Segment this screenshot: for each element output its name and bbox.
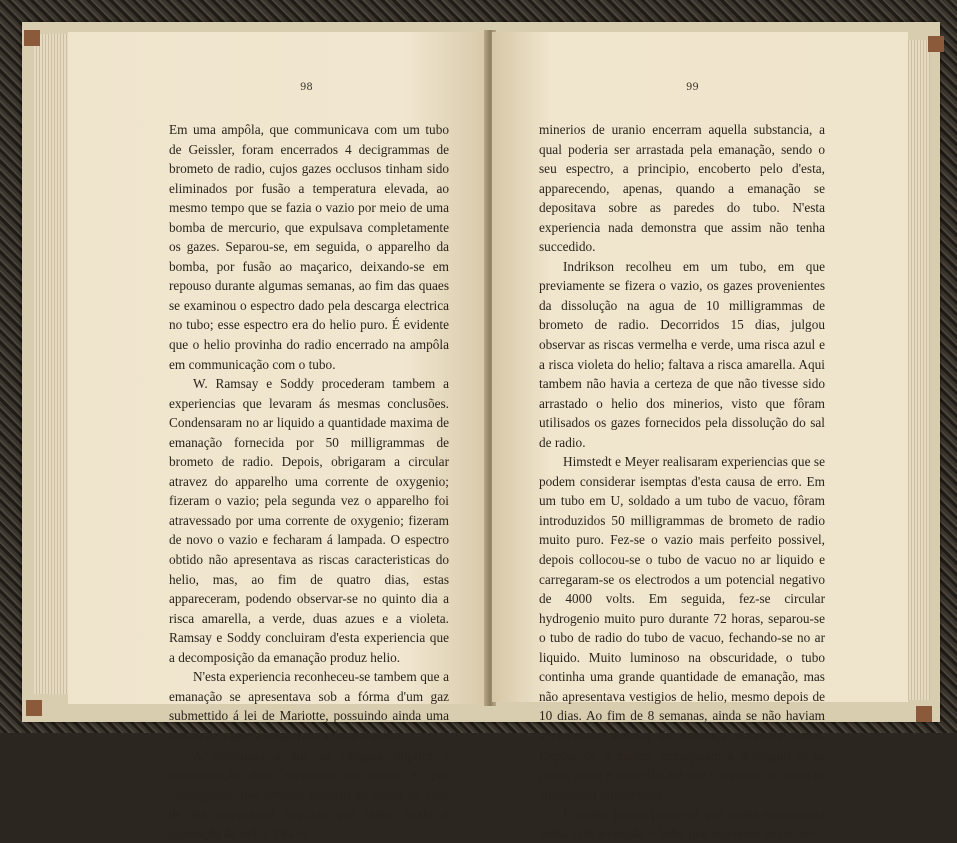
paragraph: W. Ramsay e Soddy procederam tambem a experiencias que levaram ás mesmas conclusões. Condensaram no ar liquido a quantidade maxima de emanação fornecida por 50 milligrammas de brometo de radio. Depois, obrigaram a circular atravez do apparelho uma corrente de oxygenio; fizeram o vazio; pela segunda vez o apparelho foi atravessado por uma corrente de oxygenio; fizeram de novo o vazio e fecharam á lampada. O espectro obtido não apresentava as riscas caracteristicas do helio, mas, ao fim de quatro dias, estas appareceram, podendo observar-se no quinto dia a risca amarella, a verde, duas azues e a violeta. Ramsay e Soddy concluiram d'esta experiencia que a decomposição da emanação produz helio.	[169, 374, 449, 667]
paragraph: N'esta experiencia reconheceu-se tambem que a emanação se apresentava sob a fórma d'um gaz submettido á lei de Mariotte, possuindo ainda uma tensão de vapor á temperatura do ar liquido.	[169, 667, 449, 745]
left-page	[68, 32, 488, 704]
paragraph: minerios de uranio encerram aquella substancia, a qual poderia ser arrastada pela emanação, sendo o seu espectro, a principio, encoberto pelo d'esta, apparecendo, apenas, quando a emanação se depositava sobre as paredes do tubo. N'esta experiencia nada demonstra que assim não tenha succedido.	[539, 120, 825, 257]
paragraph: Indrikson recolheu em um tubo, em que previamente se fizera o vazio, os gazes provenientes da dissolução na agua de 10 milligrammas de brometo de radio. Decorridos 15 dias, julgou observar as riscas vermelha e verde, uma risca azul e a risca violeta do helio; faltava a risca amarella. Aqui tambem não havia a certeza de que não tivesse sido arrastado o helio dos minerios, visto que fôram utilisados os gazes fornecidos pela dissolução do sal de radio.	[539, 257, 825, 452]
page-number: 98	[300, 82, 313, 93]
cover-corner	[916, 706, 932, 722]
cover-corner	[24, 30, 40, 46]
paragraph: A conclusão a que se chegava implica a transmutação d'um elemento em outro, e, por conseguinte, não deveria admittir-se senão no caso de ser impossivel explicar por outro modo a apparição do helio. Ora os	[169, 746, 449, 843]
left-page-body	[169, 120, 449, 843]
paragraph: Himstedt e Meyer realisaram experiencias que se podem considerar isemptas d'esta causa de erro. Em um tubo em U, soldado a um tubo de vacuo, fôram introduzidos 50 milligrammas de brometo de radio muito puro. Fez-se o vazio mais perfeito possivel, depois collocou-se o tubo de vacuo no ar liquido e carregaram-se os electrodos a um potencial negativo de 4000 volts. Em seguida, fez-se circular hydrogenio muito puro durante 72 horas, separou-se o tubo de radio do tubo de vacuo, fechando-se no ar liquido. Muito luminoso na obscuridade, o tubo continha uma grande quantidade de emanação, mas não apresentava vestigios de helio, mesmo depois de 10 dias. Ao fim de 8 semanas, ainda se não haviam apresentado signaes da presença d'aquelle corpo. Depois de 4 mezes, começaram a distinguir-se as riscas verde e amarella; até que o espectro do helio se apresentou nitidamente.	[539, 452, 825, 804]
right-page-edges	[905, 40, 930, 700]
page-number: 99	[686, 82, 699, 93]
paragraph: É muito pouco provavel que n'esta experiencia tenha sido arrastado o helio que houvesse nos mine-	[539, 804, 825, 843]
cover-corner	[928, 36, 944, 52]
right-page	[492, 32, 908, 702]
cover-corner	[26, 700, 42, 716]
right-page-body	[539, 120, 825, 843]
paragraph: Em uma ampôla, que communicava com um tubo de Geissler, foram encerrados 4 decigrammas de brometo de radio, cujos gazes occlusos tinham sido eliminados por fusão a temperatura elevada, ao mesmo tempo que se fazia o vazio por meio de uma bomba de mercurio, que expulsava completamente os gazes. Separou-se, em seguida, o apparelho da bomba, por fusão ao maçarico, deixando-se em repouso durante algumas semanas, ao fim das quaes se examinou o espectro dado pela descarga electrica no tubo; esse espectro era do helio puro. É evidente que o helio provinha do radio encerrado na ampôla em communicação com o tubo.	[169, 120, 449, 374]
